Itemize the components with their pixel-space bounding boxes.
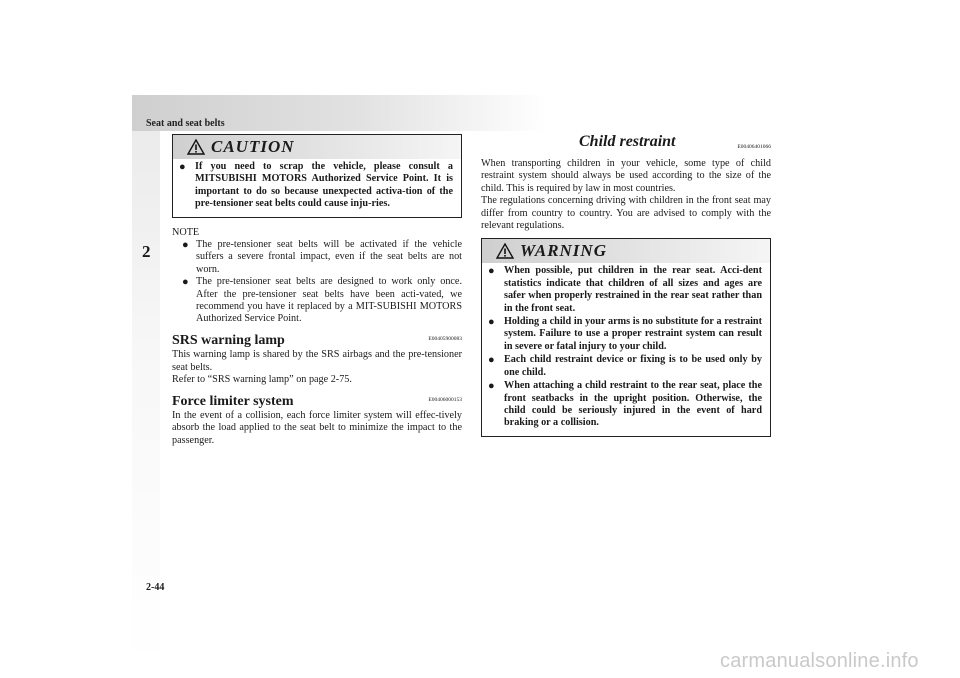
warning-triangle-icon: [496, 243, 514, 259]
warning-list: [482, 265, 770, 429]
force-section-code: E00406000153: [428, 396, 462, 403]
caution-box: [172, 134, 462, 218]
srs-section-title: [172, 332, 462, 348]
right-column: [481, 133, 771, 437]
bullet-icon: ●: [488, 380, 495, 393]
warning-item: [488, 380, 762, 430]
warning-item: [488, 354, 762, 379]
child-title-text: Child restraint: [579, 133, 676, 150]
bullet-icon: ●: [488, 354, 495, 367]
srs-paragraph: This warning lamp is shared by the SRS airbags and the pre-tensioner seat belts.: [172, 349, 462, 373]
note-item: [182, 276, 462, 326]
running-header-title: Seat and seat belts: [146, 118, 225, 129]
note-list: [172, 239, 462, 326]
note-item: [182, 239, 462, 276]
child-paragraph: The regulations concerning driving with children in the front seat may differ from country to country. You are advised to comply with the relevant regulations.: [481, 195, 771, 232]
bullet-icon: ●: [182, 239, 189, 252]
warning-item-text: Holding a child in your arms is no substitute for a restraint system. Failure to use a proper restraint system can result in severe or fatal injury to your child.: [504, 316, 762, 352]
child-restraint-heading: [481, 133, 771, 156]
force-paragraph: In the event of a collision, each force limiter system will effec-tively absorb the load applied to the seat belt to minimize the impact to the passenger.: [172, 409, 462, 446]
child-paragraph: When transporting children in your vehicle, some type of child restraint system should always be used according to the size of the child. This is required by law in most countries.: [481, 158, 771, 194]
warning-triangle-icon: [187, 139, 205, 155]
warning-item-text: Each child restraint device or fixing is to be used only by one child.: [504, 354, 762, 378]
warning-item: [488, 316, 762, 353]
caution-title: CAUTION: [211, 136, 295, 156]
warning-item-text: When attaching a child restraint to the rear seat, place the front seatbacks in the upright position. Otherwise, the child could be seriously injured in the event of hard braking or a collision.: [504, 380, 762, 429]
chapter-number: 2: [142, 242, 151, 261]
bullet-icon: ●: [182, 276, 189, 289]
note-item-text: The pre-tensioner seat belts will be activated if the vehicle suffers a severe frontal impact, even if the seat belts are not worn.: [196, 239, 462, 275]
warning-item: [488, 265, 762, 315]
caution-item-text: If you need to scrap the vehicle, please consult a MITSUBISHI MOTORS Authorized Service Point. It is important to do so because unexpected activa-tion of the pre-tensioner seat belts could cause inju-ries.: [195, 161, 453, 210]
warning-box: [481, 238, 771, 436]
watermark: carmanualsonline.info: [720, 650, 919, 672]
left-column: [172, 134, 462, 447]
caution-box-header: [173, 135, 461, 159]
note-label: NOTE: [172, 226, 200, 238]
warning-title: WARNING: [520, 241, 607, 261]
srs-title-text: SRS warning lamp: [172, 332, 285, 348]
warning-box-header: [482, 239, 770, 263]
warning-item-text: When possible, put children in the rear seat. Acci-dent statistics indicate that children of all sizes and ages are safer when properly restrained in the rear seat rather than in the front seat.: [504, 265, 762, 314]
srs-reference: Refer to “SRS warning lamp” on page 2-75.: [172, 374, 352, 386]
bullet-icon: ●: [488, 316, 495, 329]
caution-list: [173, 161, 461, 211]
bullet-icon: ●: [488, 265, 495, 278]
force-title-text: Force limiter system: [172, 393, 294, 409]
page-number: 2-44: [146, 582, 165, 593]
caution-item: [179, 161, 453, 211]
srs-section-code: E00405900083: [428, 335, 462, 342]
child-section-code: E00406401066: [737, 143, 771, 150]
force-limiter-section-title: [172, 393, 462, 409]
bullet-icon: ●: [179, 161, 186, 173]
note-item-text: The pre-tensioner seat belts are designed to work only once. After the pre-tensioner seat belts have been acti-vated, we recommend you have it replaced by a MIT-SUBISHI MOTORS Authorized Service Point.: [196, 276, 462, 325]
